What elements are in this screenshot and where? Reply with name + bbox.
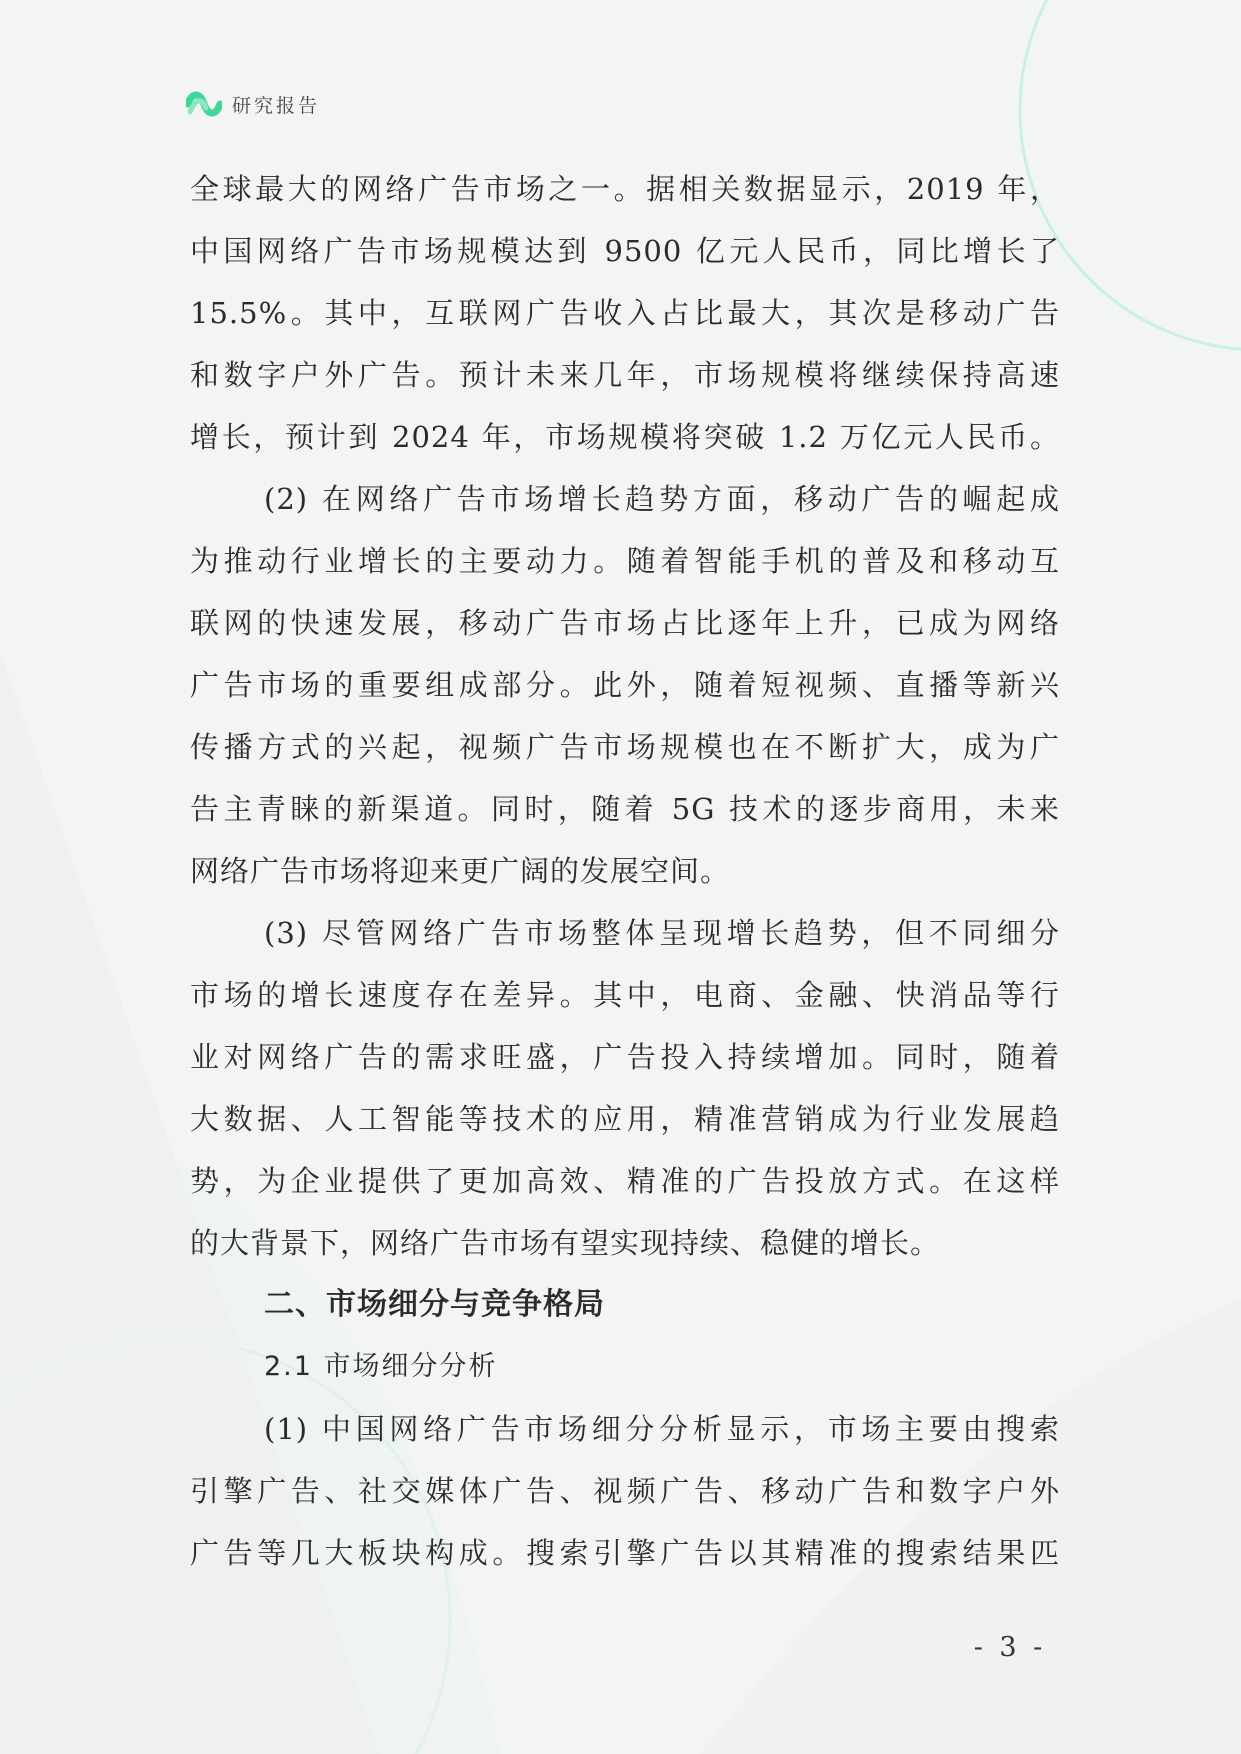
paragraph-4 <box>190 1398 1060 1584</box>
page-number: - 3 - <box>973 1632 1047 1663</box>
text-line: 网络广告市场将迎来更广阔的发展空间。 <box>190 854 731 888</box>
text-line: 增长，预计到 2024 年，市场规模将突破 1.2 万亿元人民币。 <box>190 420 1060 454</box>
report-header <box>186 88 320 120</box>
paragraph-2 <box>190 468 1060 902</box>
text-line: 告主青睐的新渠道。同时，随着 5G 技术的逐步商用，未来 <box>190 792 1060 826</box>
text-line: 广告等几大板块构成。搜索引擎广告以其精准的搜索结果匹 <box>190 1536 1060 1570</box>
text-line: 和数字户外广告。预计未来几年，市场规模将继续保持高速 <box>190 358 1060 392</box>
text-line: 业对网络广告的需求旺盛，广告投入持续增加。同时，随着 <box>190 1040 1060 1074</box>
document-body <box>190 158 1060 1584</box>
text-line: 的大背景下，网络广告市场有望实现持续、稳健的增长。 <box>190 1226 941 1260</box>
section-heading: 二、市场细分与竞争格局 <box>264 1287 605 1322</box>
paragraph-3 <box>190 902 1060 1274</box>
text-line: (1) 中国网络广告市场细分分析显示，市场主要由搜索 <box>264 1412 1060 1446</box>
text-line: 15.5%。其中，互联网广告收入占比最大，其次是移动广告 <box>190 296 1060 330</box>
text-line: 传播方式的兴起，视频广告市场规模也在不断扩大，成为广 <box>190 730 1060 764</box>
text-line: 广告市场的重要组成部分。此外，随着短视频、直播等新兴 <box>190 668 1060 702</box>
text-line: 势，为企业提供了更加高效、精准的广告投放方式。在这样 <box>190 1164 1060 1198</box>
text-line: (3) 尽管网络广告市场整体呈现增长趋势，但不同细分 <box>264 916 1060 950</box>
brand-logo-icon <box>186 88 222 120</box>
text-line: 引擎广告、社交媒体广告、视频广告、移动广告和数字户外 <box>190 1474 1060 1508</box>
text-line: 全球最大的网络广告市场之一。据相关数据显示，2019 年， <box>190 172 1060 206</box>
text-line: 中国网络广告市场规模达到 9500 亿元人民币，同比增长了 <box>190 234 1060 268</box>
paragraph-1 <box>190 158 1060 468</box>
text-line: 联网的快速发展，移动广告市场占比逐年上升，已成为网络 <box>190 606 1060 640</box>
header-title: 研究报告 <box>232 94 321 117</box>
text-line: 为推动行业增长的主要动力。随着智能手机的普及和移动互 <box>190 544 1060 578</box>
text-line: (2) 在网络广告市场增长趋势方面，移动广告的崛起成 <box>264 482 1060 516</box>
text-line: 市场的增长速度存在差异。其中，电商、金融、快消品等行 <box>190 978 1060 1012</box>
text-line: 大数据、人工智能等技术的应用，精准营销成为行业发展趋 <box>190 1102 1060 1136</box>
subsection-heading: 2.1 市场细分分析 <box>264 1351 498 1382</box>
